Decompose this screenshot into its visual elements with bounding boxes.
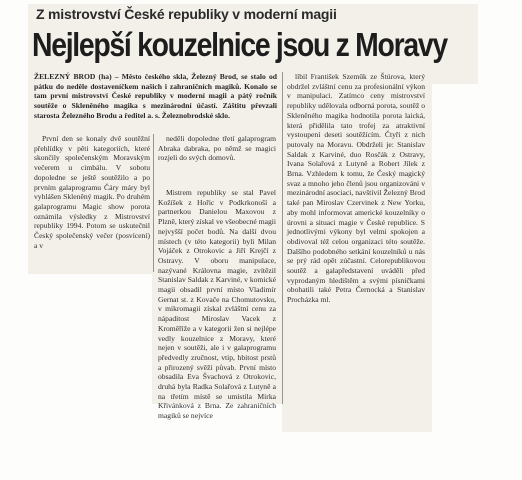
column-divider — [153, 134, 154, 272]
article-column-3 — [287, 72, 425, 305]
column-2-text-b: Mistrem republiky se stal Pavel Kožíšek z Hořic v Podkrkonoší a partnerkou Danielou Maxovou z Plzně, který získal ve všeobecné magii nejvyšší počet bodů. Na další dvou místech (v této kategorii) byli Milan Vojáček z Otrokovic a Jiří Krejčí z Ostravy. V oboru manipulace, nazývané Královna magie, zvítězil Stanislav Saldak z Karviné, v komické magii obsadil první místo Vladimír Gernat st. z Kovače na Chomutovsku, v mikromagii získal zvláštní cenu za nápaditost Miroslav Vacek z Kroměříže a v kategorii žen si nejlépe vedly kouzelnice z Moravy, které nejen v soutěži, ale i v galaprogramu předvedly zručnost, vtip, hbitost prstů a přirozený svěží půvab. První místo obsadila Eva Švachová z Otrokovic, druhá byla Radka Solařová z Lutyně a na třetím místě se umístila Mirka Křivánková z Brna. Ze zahraničních magiků se nejvíce — [158, 188, 276, 421]
column-2-text-a: neděli dopoledne třetí galaprogram Abraka dabraka, po němž se magici rozjeli do svých domovů. — [158, 134, 276, 163]
column-1-text: První den se konaly dvě soutěžní přehlídky v pěti kategoriích, které skončily společenským Moravským večerem u cimbálu. V sobotu dopoledne se ještě soutěžilo a po prvním galaprogramu Čáry máry byl vyhlášen Skleněný magik. Po druhém galaprogramu Magic show porota oznámila výsledky z Mistrovství republiky 1994. Potom se uskutečnil Český společenský večer (posvícení) a v — [34, 134, 150, 250]
article-lead: ŽELEZNÝ BROD (ha) – Město českého skla, Železný Brod, se stalo od pátku do neděle dostaveníčkem našich i zahraničních magiků. Konalo se tam první mistrovství České republiky v moderní magii a pátý ročník soutěže o Skleněného magika s mezinárodní účastí. Záštitu převzali starosta Železného Brodu a ředitel a. s. Železnobrodské sklo. — [34, 72, 277, 120]
article-kicker: Z mistrovství České republiky v moderní magii — [36, 6, 337, 22]
column-3-text: líbil František Szeműk ze Štúrova, který obdržel zvláštní cenu za profesionální výkon v manipulaci. Zatímco ceny mistrovství republiky udělovala odborná porota, soutěž o Skleněného magika hodnotila porota laická, která přidělila tato trofej za atraktivní vystoupení deseti soutěžícím. Čtyři z nich putovaly na Moravu. Obdrželi je: Stanislav Saldak z Karviné, duo Rosčák z Ostravy, Ivana Solařová z Lutyně a Robert Jílek z Brna. Vzhledem k tomu, že Český magický svaz a mnoho jeho členů jsou organizováni v mezinárodní asociaci, navštívil Železný Brod také pan Miroslav Czervinek z New Yorku, aby mohl informovat americké kouzelníky o úrovni a situaci magie v České republice. S jednotlivými výkony byl velmi spokojen a obdivoval též celou organizaci této soutěže. Dalšího podobného setkání kouzelníků u nás se prý rád opět zúčastní. Celorepublikovou soutěž a galapředstavení uváděli před vyprodaným hledištěm a svými písničkami obohatili také Petra Černocká a Stanislav Procházka ml. — [287, 72, 425, 305]
article-column-2-top — [158, 134, 276, 163]
column-divider — [282, 72, 283, 404]
article-column-2 — [158, 188, 276, 421]
article-headline: Nejlepší kouzelnice jsou z Moravy — [32, 26, 447, 63]
article-column-1 — [34, 134, 150, 250]
